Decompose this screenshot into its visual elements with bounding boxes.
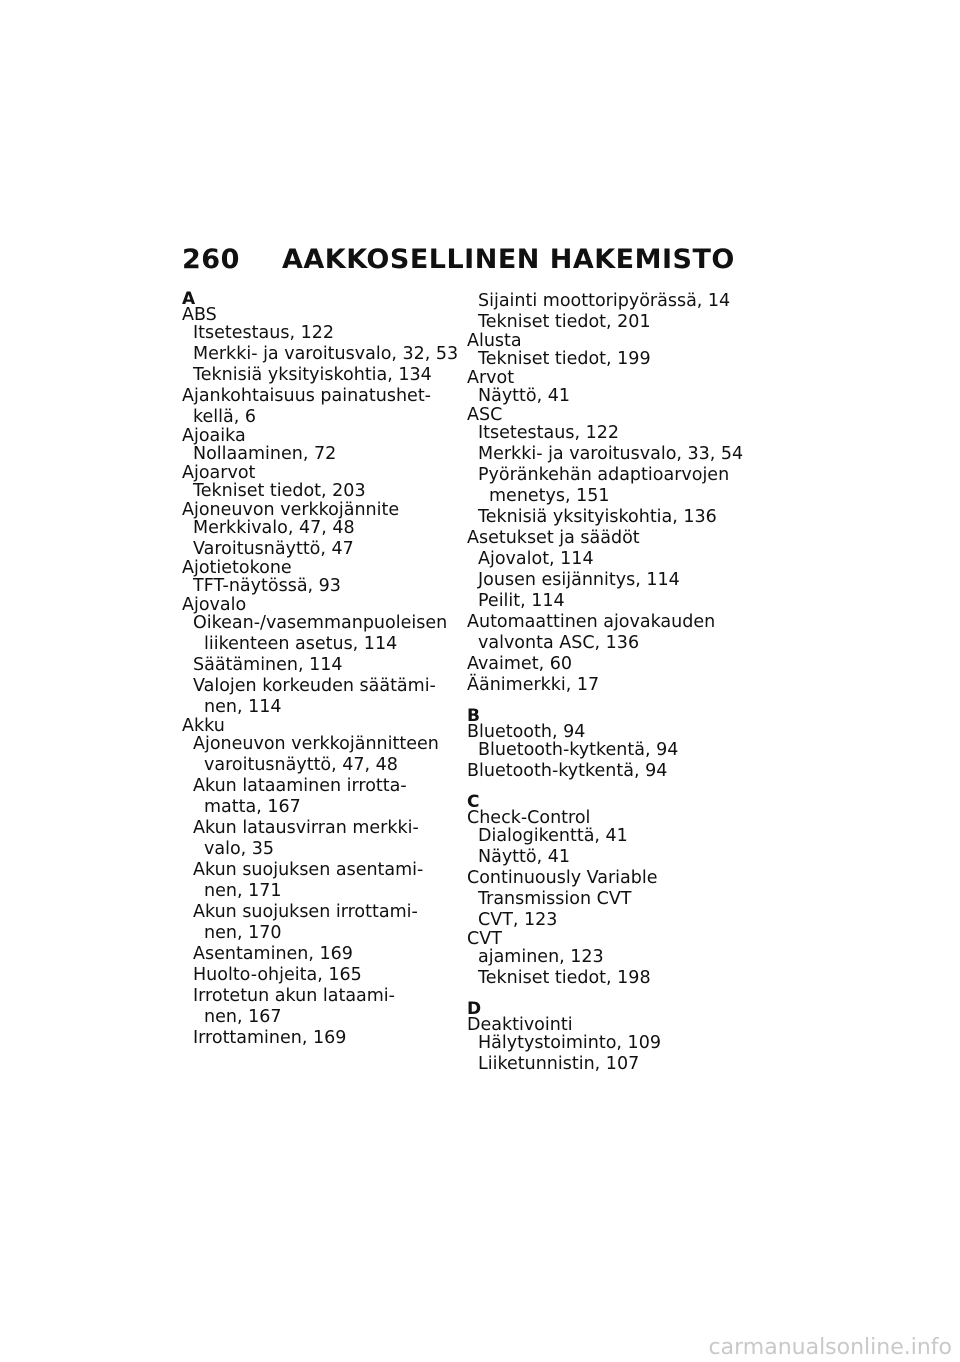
entry-continuation: nen, 170 bbox=[204, 923, 282, 943]
page-number: 260 bbox=[182, 244, 240, 275]
entry-text: Oikean-/vasemmanpuoleisen bbox=[193, 613, 448, 633]
entry-text: Akun lataaminen irrotta- bbox=[193, 776, 407, 796]
index-subentry bbox=[182, 613, 462, 655]
index-subentry: Dialogikenttä, 41 bbox=[478, 826, 628, 846]
index-subentry bbox=[467, 465, 747, 507]
entry-text: Valojen korkeuden säätämi- bbox=[193, 676, 436, 696]
index-entry: Asetukset ja säädöt bbox=[467, 528, 640, 548]
index-subentry: Itsetestaus, 122 bbox=[478, 423, 619, 443]
index-subentry: Peilit, 114 bbox=[478, 591, 565, 611]
index-subentry: Hälytystoiminto, 109 bbox=[478, 1033, 661, 1053]
section-letter: B bbox=[467, 706, 480, 726]
index-entry: Ajovalo bbox=[182, 595, 247, 615]
section-letter: D bbox=[467, 999, 482, 1019]
index-subentry: Näyttö, 41 bbox=[478, 386, 570, 406]
index-entry: Avaimet, 60 bbox=[467, 654, 572, 674]
index-entry: Bluetooth, 94 bbox=[467, 722, 586, 742]
index-subentry bbox=[182, 776, 462, 818]
index-entry: Akku bbox=[182, 716, 225, 736]
section-letter: A bbox=[182, 289, 196, 309]
index-subentry: ajaminen, 123 bbox=[478, 947, 604, 967]
index-entry bbox=[467, 612, 747, 654]
index-subentry: Tekniset tiedot, 198 bbox=[478, 968, 651, 988]
entry-continuation: varoitusnäyttö, 47, 48 bbox=[204, 755, 398, 775]
index-entry: ABS bbox=[182, 305, 217, 325]
index-subentry bbox=[182, 676, 462, 718]
entry-continuation: liikenteen asetus, 114 bbox=[204, 634, 398, 654]
index-subentry: Tekniset tiedot, 201 bbox=[478, 312, 651, 332]
index-entry: Alusta bbox=[467, 331, 522, 351]
index-entry bbox=[182, 386, 462, 428]
entry-continuation: Transmission CVT bbox=[478, 889, 632, 909]
entry-text: Continuously Variable bbox=[467, 868, 658, 888]
entry-text: Akun latausvirran merkki- bbox=[193, 818, 419, 838]
index-subentry bbox=[182, 986, 462, 1028]
index-subentry: Merkki- ja varoitusvalo, 33, 54 bbox=[478, 444, 744, 464]
index-column-left bbox=[182, 291, 462, 1049]
index-subentry: Merkki- ja varoitusvalo, 32, 53 bbox=[193, 344, 459, 364]
index-subentry: TFT-näytössä, 93 bbox=[193, 576, 341, 596]
index-subentry: Liiketunnistin, 107 bbox=[478, 1054, 640, 1074]
index-subentry: Varoitusnäyttö, 47 bbox=[193, 539, 354, 559]
entry-continuation: kellä, 6 bbox=[193, 407, 256, 427]
index-entry: Ajoneuvon verkkojännite bbox=[182, 500, 400, 520]
entry-text: Ajankohtaisuus painatushet- bbox=[182, 386, 431, 406]
index-subentry: Näyttö, 41 bbox=[478, 847, 570, 867]
section-letter: C bbox=[467, 792, 480, 812]
index-subentry: Bluetooth-kytkentä, 94 bbox=[478, 740, 679, 760]
index-entry bbox=[467, 868, 747, 910]
index-subentry: Huolto-ohjeita, 165 bbox=[193, 965, 362, 985]
page-header bbox=[182, 244, 735, 276]
index-subentry: CVT, 123 bbox=[478, 910, 558, 930]
index-subentry: Merkkivalo, 47, 48 bbox=[193, 518, 355, 538]
index-entry: Ajoarvot bbox=[182, 463, 256, 483]
entry-text: Irrotetun akun lataami- bbox=[193, 986, 395, 1006]
index-entry: Ajoaika bbox=[182, 426, 246, 446]
index-subentry: Tekniset tiedot, 203 bbox=[193, 481, 366, 501]
index-subentry: Ajovalot, 114 bbox=[478, 549, 594, 569]
index-subentry: Asentaminen, 169 bbox=[193, 944, 353, 964]
index-subentry: Irrottaminen, 169 bbox=[193, 1028, 347, 1048]
index-subentry: Säätäminen, 114 bbox=[193, 655, 343, 675]
entry-text: Pyöränkehän adaptioarvojen bbox=[478, 465, 730, 485]
entry-text: Akun suojuksen asentami- bbox=[193, 860, 424, 880]
index-subentry: Teknisiä yksityiskohtia, 136 bbox=[478, 507, 717, 527]
entry-continuation: valvonta ASC, 136 bbox=[478, 633, 640, 653]
index-subentry: Sijainti moottoripyörässä, 14 bbox=[478, 291, 731, 311]
index-entry: CVT bbox=[467, 929, 502, 949]
entry-continuation: nen, 171 bbox=[204, 881, 282, 901]
index-subentry: Tekniset tiedot, 199 bbox=[478, 349, 651, 369]
entry-continuation: nen, 167 bbox=[204, 1007, 282, 1027]
index-entry: Arvot bbox=[467, 368, 515, 388]
entry-text: Automaattinen ajovakauden bbox=[467, 612, 716, 632]
index-subentry bbox=[182, 818, 462, 860]
index-entry: Ajotietokone bbox=[182, 558, 292, 578]
entry-continuation: nen, 114 bbox=[204, 697, 282, 717]
index-column-right bbox=[467, 291, 747, 1075]
index-subentry bbox=[182, 734, 462, 776]
index-entry: Deaktivointi bbox=[467, 1015, 573, 1035]
entry-text: Ajoneuvon verkkojännitteen bbox=[193, 734, 439, 754]
index-subentry: Teknisiä yksityiskohtia, 134 bbox=[193, 365, 432, 385]
index-subentry bbox=[182, 860, 462, 902]
index-subentry bbox=[182, 902, 462, 944]
index-entry: Check-Control bbox=[467, 808, 591, 828]
index-subentry: Nollaaminen, 72 bbox=[193, 444, 337, 464]
index-subentry: Jousen esijännitys, 114 bbox=[478, 570, 680, 590]
index-entry: Äänimerkki, 17 bbox=[467, 675, 600, 695]
entry-continuation: valo, 35 bbox=[204, 839, 275, 859]
index-subentry: Itsetestaus, 122 bbox=[193, 323, 334, 343]
entry-continuation: menetys, 151 bbox=[489, 486, 610, 506]
entry-continuation: matta, 167 bbox=[204, 797, 301, 817]
index-entry: Bluetooth-kytkentä, 94 bbox=[467, 761, 668, 781]
watermark: carmanualsonline.info bbox=[708, 1335, 952, 1360]
index-entry: ASC bbox=[467, 405, 503, 425]
entry-text: Akun suojuksen irrottami- bbox=[193, 902, 418, 922]
page-title: AAKKOSELLINEN HAKEMISTO bbox=[282, 244, 735, 275]
